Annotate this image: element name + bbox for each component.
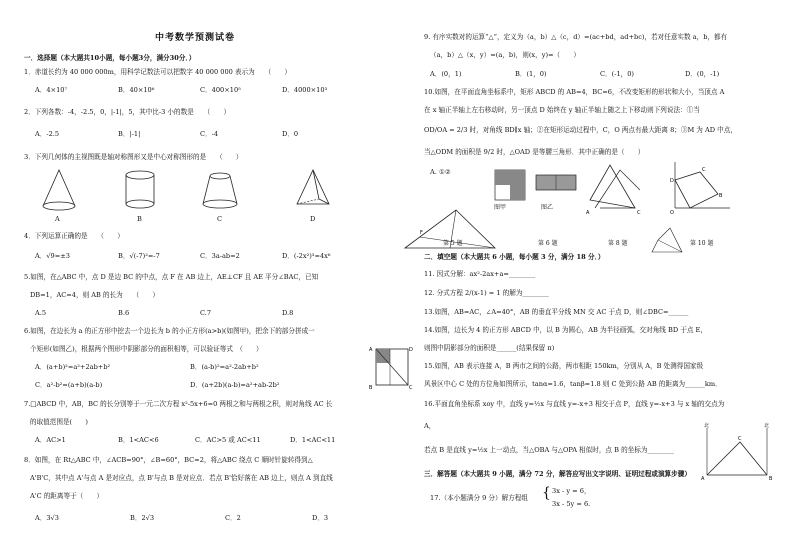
q2-option-c: C．-4 bbox=[200, 130, 219, 138]
q4-option-c: C．3a-ab=2 bbox=[200, 252, 240, 260]
question-10: 10.如图，在平面直角坐标系中，矩形 ABCD 的 AB=4，BC=6，不改变矩形的形状和大小，当顶点 A bbox=[424, 88, 725, 96]
svg-text:F: F bbox=[420, 230, 423, 236]
question-4: 4．下列运算正确的是 （ ） bbox=[24, 232, 124, 240]
q3-solids-figure bbox=[35, 168, 345, 218]
q7-option-a: A．AC>1 bbox=[35, 436, 66, 444]
q3-label-d: D bbox=[310, 215, 316, 223]
q5-option-a: A.5 bbox=[35, 309, 47, 317]
caption-jia: 图甲 bbox=[494, 204, 507, 211]
q8-option-a: A．3√3 bbox=[35, 514, 59, 522]
question-8-cont2: A'C 的距离等于（ ） bbox=[30, 492, 104, 500]
q2-option-a: A．-2.5 bbox=[35, 130, 60, 138]
q9-option-b: B．(1，0) bbox=[515, 70, 547, 78]
question-9: 9. 有序实数对的运算“△”，定义为（a，b）△（c，d）=(ac+bd，ad+bc)，若对任意实数 a，b，都有 bbox=[424, 33, 728, 41]
section-2-heading: 二．填空题（本大题共 6 小题，每小题 3 分，满分 18 分．） bbox=[424, 253, 605, 261]
q9-option-c: C．(-1，0) bbox=[600, 70, 634, 78]
svg-text:北: 北 bbox=[704, 423, 710, 429]
q7-option-b: B．1<AC<6 bbox=[118, 436, 159, 444]
q6-option-d: D．(a+2b)(a-b)=a²+ab-2b² bbox=[190, 381, 280, 389]
question-16: 16.平面直角坐标系 xoy 中，直线 y=½x 与直线 y=-x+3 相交于点 P，直线 y=-x+3 与 x 轴的交点为 bbox=[424, 400, 725, 408]
svg-text:A: A bbox=[586, 210, 590, 216]
q3-label-c: C bbox=[217, 215, 223, 223]
q1-option-c: C．400×10⁵ bbox=[200, 86, 241, 94]
svg-text:B: B bbox=[769, 476, 773, 482]
q7-option-c: C．AC>5 或 AC<11 bbox=[195, 436, 261, 444]
svg-text:北: 北 bbox=[764, 423, 770, 429]
svg-text:O: O bbox=[670, 210, 674, 216]
question-12: 12. 分式方程 2/(x-1) = 1 的解为________ bbox=[424, 289, 549, 297]
question-2: 2．下列各数：-4，-2.5，0，|-1|，5，其中比-3 小的数是 （ ） bbox=[24, 108, 231, 116]
question-16-cont: A， bbox=[424, 422, 436, 430]
question-11: 11. 因式分解：ax²-2ax+a=________ bbox=[424, 270, 536, 278]
question-15-cont: 风景区中心 C 处的方位角如图所示，tanα=1.6，tanβ=1.8 则 C 处到公路 AB 的距离为______km． bbox=[424, 380, 722, 388]
q3-label-a: A bbox=[55, 215, 60, 223]
question-6-cont: 个矩形(如图乙)，根据两个图形中阴影部分的面积相等，可以验证等式 （ ） bbox=[30, 345, 263, 353]
q8-option-d: D．3 bbox=[312, 514, 329, 522]
svg-text:C: C bbox=[738, 436, 742, 442]
brace-icon: { bbox=[542, 485, 551, 501]
svg-text:D: D bbox=[670, 178, 674, 184]
q5-option-b: B.6 bbox=[118, 309, 130, 317]
svg-text:A: A bbox=[701, 476, 705, 482]
q17-equation-1: 3x - y = 6， bbox=[552, 487, 591, 495]
question-15: 15.如图，AB 表示连接 A，B 两市之间的公路，两市相距 150km，分别从 A，B 处测得国家级 bbox=[424, 362, 704, 370]
q9-option-d: D．(0，-1) bbox=[685, 70, 720, 78]
question-5: 5.如图，在△ABC 中，点 D 是边 BC 的中点，点 F 在 AB 边上，AE⊥CF 且 AE 平分∠BAC，已知 bbox=[24, 273, 319, 281]
q1-option-d: D．4000×10³ bbox=[282, 86, 328, 94]
q8-option-c: C．2 bbox=[225, 514, 241, 522]
section-3-heading: 三．解答题（本大题共 9 小题，满分 72 分，解答应写出文字说明、证明过程或演算步骤） bbox=[424, 470, 691, 478]
caption-q6: 第 6 题 bbox=[538, 240, 558, 247]
question-6: 6.如图，在边长为 a 的正方形中挖去一个边长为 b 的小正方形(a>b)(如图甲)，把余下的部分拼成一 bbox=[24, 327, 315, 335]
question-1: 1．赤道长约为 40 000 000m，用科学记数法可以把数字 40 000 000 表示为 （ ） bbox=[24, 68, 291, 76]
question-9-cont: （a，b）△（x，y）=(a，b)，则(x，y)=（ ） bbox=[430, 51, 580, 59]
question-5-cont: DB=1，AC=4，则 AB 的长为 （ ） bbox=[30, 291, 160, 299]
section-1-heading: 一．选择题（本大题共10小题，每小题3分，满分30分．） bbox=[24, 54, 196, 62]
svg-text:B: B bbox=[719, 193, 723, 199]
svg-text:D: D bbox=[409, 347, 413, 353]
question-13: 13.如图，AB=AC，∠A=40°，AB 的垂直平分线 MN 交 AC 于点 D，则∠DBC=______ bbox=[424, 308, 689, 316]
question-7-cont: 的取值范围是( ) bbox=[30, 418, 88, 426]
caption-q8: 第 8 题 bbox=[608, 240, 628, 247]
q15-map-figure bbox=[695, 420, 785, 480]
caption-yi: 图乙 bbox=[541, 204, 554, 211]
question-16-cont2: 若点 B 是直线 y=½x 上一动点，当△OBA 与△OPA 相似时，点 B 的坐标为________ bbox=[424, 446, 674, 454]
q4-option-a: A．√9=±3 bbox=[35, 252, 70, 260]
svg-text:C: C bbox=[637, 210, 641, 216]
q2-option-d: D．0 bbox=[282, 130, 299, 138]
q10-option-a: A. ①② bbox=[430, 168, 451, 176]
q5-option-c: C.7 bbox=[200, 309, 212, 317]
question-14: 14.如图，边长为 4 的正方形 ABCD 中，以 B 为圆心，AB 为半径画弧，交对角线 BD 于点 E， bbox=[424, 326, 707, 334]
q2-option-b: B．|-1| bbox=[118, 130, 141, 138]
question-10-cont: 在 x 轴正半轴上左右移动时，另一顶点 D 始终在 y 轴正半轴上随之上下移动则下列说法：①当 bbox=[424, 106, 700, 114]
question-7: 7.□ABCD 中，AB，BC 的长分别等于一元二次方程 x²-5x+6=0 两根之和与两根之积，则对角线 AC 长 bbox=[24, 400, 333, 408]
q8-option-b: B．2√3 bbox=[130, 514, 155, 522]
q4-option-b: B．√(-7)²=-7 bbox=[118, 252, 160, 260]
q4-option-d: D．(-2x²)³=4x⁶ bbox=[282, 252, 331, 260]
svg-text:C: C bbox=[409, 385, 413, 391]
q9-option-a: A．(0，1) bbox=[430, 70, 462, 78]
q5-option-d: D.8 bbox=[282, 309, 294, 317]
q6-option-c: C．a²-b²=(a+b)(a-b) bbox=[35, 381, 103, 389]
question-8-cont: A'B'C，其中点 A'与点 A 是对应点，点 B'与点 B 是对应点．若点 B'恰好落在 AB 边上，则点 A 到直线 bbox=[30, 474, 333, 482]
page-title: 中考数学预测试卷 bbox=[155, 33, 236, 43]
q6-option-a: A．(a+b)²=a²+2ab+b² bbox=[35, 363, 111, 371]
svg-text:B: B bbox=[369, 385, 373, 391]
question-14-cont: 则图中阴影部分的面积是______(结果保留 π) bbox=[424, 344, 555, 352]
q6-option-b: B．(a-b)²=a²-2ab+b² bbox=[190, 363, 259, 371]
question-10-cont3: 当△ODM 的面积是 9/2 时，△OAD 是等腰三角形．其中正确的是（ ） bbox=[424, 148, 645, 156]
question-3: 3．下列几何体的主视图既是轴对称图形又是中心对称图形的是 （ ） bbox=[24, 153, 243, 161]
svg-text:A: A bbox=[369, 347, 373, 353]
question-17: 17.（本小题满分 9 分）解方程组 bbox=[430, 494, 528, 502]
caption-q10: 第 10 题 bbox=[690, 240, 714, 247]
question-8: 8．如图，在 Rt△ABC 中，∠ACB=90°，∠B=60°，BC=2，将△ABC 绕点 C 顺时针旋转得到△ bbox=[24, 456, 313, 464]
q17-equation-2: 3x - 5y = 6. bbox=[552, 500, 591, 508]
caption-q5: 第 5 题 bbox=[443, 240, 463, 247]
q7-option-d: D．1<AC<11 bbox=[290, 436, 336, 444]
q1-option-a: A．4×10⁷ bbox=[35, 86, 68, 94]
question-10-cont2: OD/OA = 2/3 时，对角线 BD∥x 轴；②在矩形运动过程中，C，O 两点有最大距离 8；③M 为 AD 中点， bbox=[424, 126, 737, 134]
svg-text:C: C bbox=[702, 167, 706, 173]
q1-option-b: B．40×10⁶ bbox=[118, 86, 155, 94]
q6-square-figure bbox=[368, 345, 412, 391]
q3-label-b: B bbox=[137, 215, 142, 223]
